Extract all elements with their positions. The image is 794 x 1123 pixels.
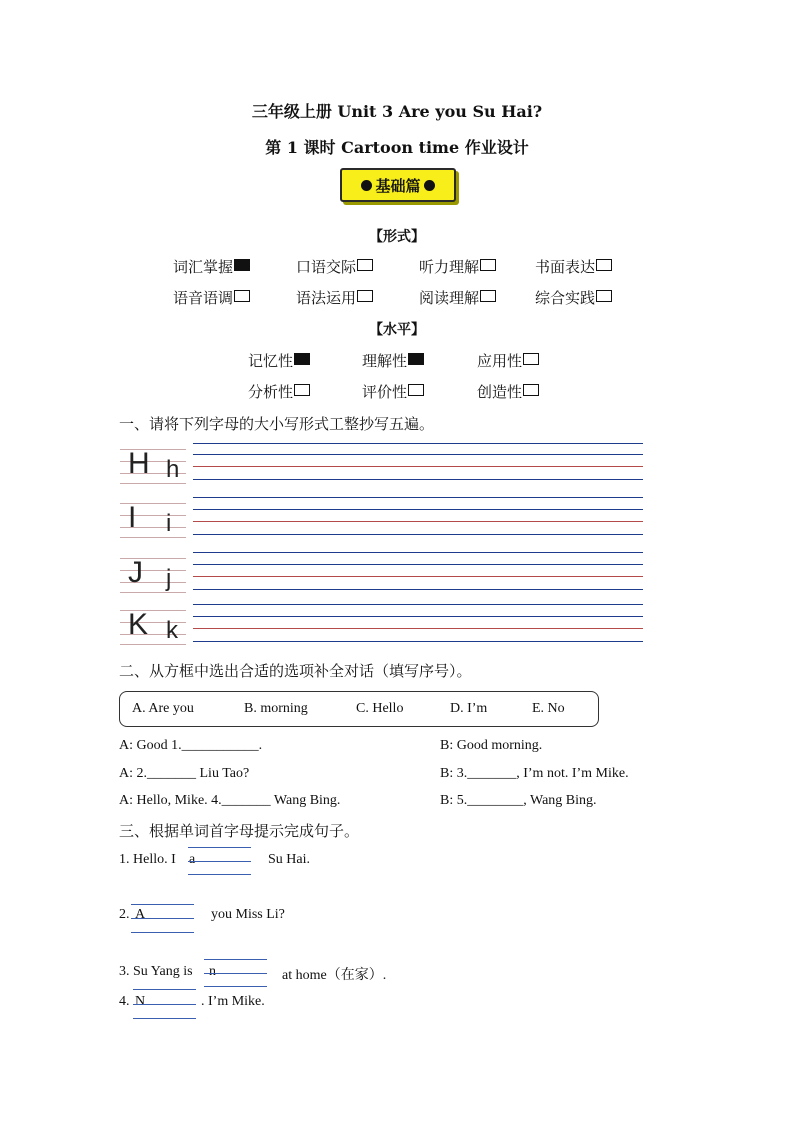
writing-line [193, 589, 643, 590]
lowercase-letter: h [166, 456, 180, 483]
q3-item-1-hint: a [189, 852, 196, 867]
option-label: 应用性 [477, 352, 523, 370]
checkbox[interactable] [523, 384, 539, 396]
answer-line [131, 932, 194, 933]
answer-line[interactable] [133, 1004, 196, 1005]
dot-icon [361, 180, 372, 191]
uppercase-letter: I [128, 501, 137, 534]
q3-item-3-hint: n [209, 964, 216, 979]
option-label: 书面表达 [535, 258, 596, 276]
answer-line [133, 989, 196, 990]
q3-item-3-prefix: 3. Su Yang is [119, 964, 193, 979]
option-label: 理解性 [362, 352, 408, 370]
option-label: 评价性 [362, 383, 408, 401]
writing-line [193, 604, 643, 605]
form-option-grammar[interactable] [296, 287, 373, 308]
badge-label: 基础篇 [375, 176, 421, 195]
writing-line [193, 552, 643, 553]
choice-box [119, 691, 599, 727]
q3-item-1-prefix: 1. Hello. I [119, 852, 176, 867]
answer-line [188, 847, 251, 848]
choice-c: C. Hello [356, 701, 404, 716]
writing-line [193, 641, 643, 642]
checkbox[interactable] [523, 353, 539, 365]
dialogue-line-a1[interactable]: A: Good 1.___________. [119, 738, 263, 753]
q3-item-2-hint: A [135, 907, 146, 922]
q1-prompt: 一、请将下列字母的大小写形式工整抄写五遍。 [119, 415, 435, 433]
checkbox[interactable] [294, 384, 310, 396]
option-label: 阅读理解 [419, 289, 480, 307]
writing-line [193, 509, 643, 510]
page-title: 三年级上册 Unit 3 Are you Su Hai? [251, 102, 543, 121]
level-option-memory[interactable] [248, 350, 310, 371]
writing-line [193, 534, 643, 535]
uppercase-letter: K [128, 608, 149, 641]
q2-prompt: 二、从方框中选出合适的选项补全对话（填写序号）。 [119, 662, 472, 680]
dot-icon [424, 180, 435, 191]
page-subtitle: 第 1 课时 Cartoon time 作业设计 [265, 138, 529, 157]
checkbox-checked[interactable] [408, 353, 424, 365]
q3-item-4-rest: . I’m Mike. [201, 994, 265, 1009]
form-option-vocab[interactable] [173, 256, 250, 277]
form-option-oral[interactable] [296, 256, 373, 277]
q3-item-2-prefix: 2. [119, 907, 130, 922]
level-option-application[interactable] [477, 350, 539, 371]
level-option-creation[interactable] [477, 381, 539, 402]
answer-line [204, 986, 267, 987]
q3-item-1-rest: Su Hai. [268, 852, 310, 867]
writing-line [193, 628, 643, 629]
level-option-analysis[interactable] [248, 381, 310, 402]
option-label: 创造性 [477, 383, 523, 401]
q3-item-3-rest: at home（在家）. [282, 968, 387, 983]
option-label: 语法运用 [296, 289, 357, 307]
level-option-evaluation[interactable] [362, 381, 424, 402]
choice-b: B. morning [244, 701, 308, 716]
checkbox-checked[interactable] [294, 353, 310, 365]
answer-line[interactable] [204, 973, 267, 974]
q3-item-4-hint: N [135, 994, 146, 1009]
option-label: 综合实践 [535, 289, 596, 307]
checkbox[interactable] [357, 290, 373, 302]
uppercase-letter: J [128, 556, 143, 589]
writing-line [193, 521, 643, 522]
dialogue-line-a2[interactable]: A: 2._______ Liu Tao? [119, 766, 250, 781]
form-heading: 【形式】 [369, 229, 425, 245]
lowercase-letter: j [166, 565, 172, 592]
choice-e: E. No [532, 701, 565, 716]
dialogue-line-a3[interactable]: A: Hello, Mike. 4._______ Wang Bing. [119, 793, 341, 808]
checkbox-checked[interactable] [234, 259, 250, 271]
letter-example-j [120, 552, 186, 594]
option-label: 分析性 [248, 383, 294, 401]
dialogue-line-b2[interactable]: B: 3._______, I’m not. I’m Mike. [440, 766, 629, 781]
writing-line [193, 454, 643, 455]
answer-line [131, 904, 194, 905]
dialogue-line-b3[interactable]: B: 5.________, Wang Bing. [440, 793, 597, 808]
answer-line [188, 874, 251, 875]
checkbox[interactable] [480, 290, 496, 302]
basic-level-badge [340, 168, 456, 202]
form-option-reading[interactable] [419, 287, 496, 308]
answer-line[interactable] [131, 918, 194, 919]
lowercase-letter: i [166, 510, 172, 537]
checkbox[interactable] [596, 259, 612, 271]
writing-line [193, 479, 643, 480]
writing-line [193, 443, 643, 444]
lowercase-letter: k [166, 617, 178, 644]
letter-example-k [120, 604, 186, 646]
option-label: 词汇掌握 [173, 258, 234, 276]
answer-line [204, 959, 267, 960]
checkbox[interactable] [357, 259, 373, 271]
writing-line [193, 466, 643, 467]
checkbox[interactable] [408, 384, 424, 396]
writing-line [193, 616, 643, 617]
choice-d: D. I’m [450, 701, 488, 716]
option-label: 语音语调 [173, 289, 234, 307]
form-option-listening[interactable] [419, 256, 496, 277]
checkbox[interactable] [480, 259, 496, 271]
form-option-practice[interactable] [535, 287, 612, 308]
checkbox[interactable] [234, 290, 250, 302]
q3-item-2-rest: you Miss Li? [211, 907, 285, 922]
q3-item-4-prefix: 4. [119, 994, 130, 1009]
writing-line [193, 576, 643, 577]
option-label: 记忆性 [248, 352, 294, 370]
letter-example-h [120, 443, 186, 485]
answer-line [133, 1018, 196, 1019]
checkbox[interactable] [596, 290, 612, 302]
writing-line [193, 564, 643, 565]
writing-line [193, 497, 643, 498]
choice-a: A. Are you [132, 701, 194, 716]
dialogue-line-b1: B: Good morning. [440, 738, 543, 753]
form-option-pronunciation[interactable] [173, 287, 250, 308]
level-option-understanding[interactable] [362, 350, 424, 371]
q3-prompt: 三、根据单词首字母提示完成句子。 [119, 822, 360, 840]
form-option-writing[interactable] [535, 256, 612, 277]
answer-line[interactable] [188, 861, 251, 862]
option-label: 听力理解 [419, 258, 480, 276]
level-heading: 【水平】 [369, 322, 425, 338]
letter-example-i [120, 497, 186, 539]
uppercase-letter: H [128, 447, 150, 480]
option-label: 口语交际 [296, 258, 357, 276]
